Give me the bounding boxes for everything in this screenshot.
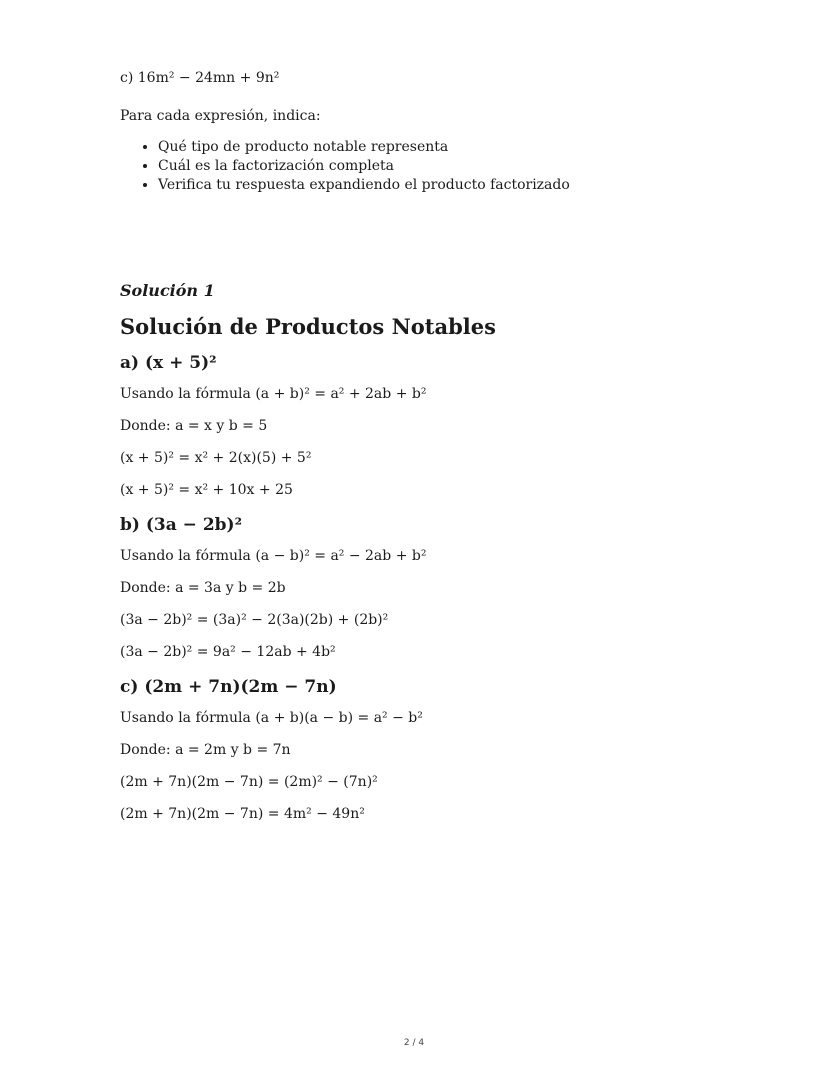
page-content: [120, 60, 720, 825]
section-c-step1: (2m + 7n)(2m − 7n) = (2m)² − (7n)²: [120, 774, 378, 790]
section-c-step2: (2m + 7n)(2m − 7n) = 4m² − 49n²: [120, 806, 365, 822]
section-a-where: Donde: a = x y b = 5: [120, 418, 268, 434]
page-number: 2 / 4: [403, 1038, 425, 1048]
section-b-where: Donde: a = 3a y b = 2b: [120, 580, 286, 596]
solution-title: Solución de Productos Notables: [120, 314, 496, 339]
list-item: • Qué tipo de producto notable representa: [158, 138, 720, 157]
section-b-formula: Usando la fórmula (a − b)² = a² − 2ab + b²: [120, 548, 427, 564]
section-c-where: Donde: a = 2m y b = 7n: [120, 742, 291, 758]
section-b-heading: b) (3a − 2b)²: [120, 515, 243, 535]
instructions-list: [120, 138, 720, 195]
section-b-step1: (3a − 2b)² = (3a)² − 2(3a)(2b) + (2b)²: [120, 612, 389, 628]
solution-label: Solución 1: [120, 281, 215, 300]
section-a-step2: (x + 5)² = x² + 10x + 25: [120, 482, 293, 498]
instructions-text: Para cada expresión, indica:: [120, 108, 321, 124]
exercise-item-c: c) 16m² − 24mn + 9n²: [120, 70, 280, 86]
list-item: • Verifica tu respuesta expandiendo el producto factorizado: [158, 176, 720, 195]
section-b-step2: (3a − 2b)² = 9a² − 12ab + 4b²: [120, 644, 336, 660]
section-c-heading: c) (2m + 7n)(2m − 7n): [120, 677, 337, 697]
section-a-step1: (x + 5)² = x² + 2(x)(5) + 5²: [120, 450, 312, 466]
section-c-formula: Usando la fórmula (a + b)(a − b) = a² − b²: [120, 710, 423, 726]
section-a-heading: a) (x + 5)²: [120, 353, 217, 373]
list-item: • Cuál es la factorización completa: [158, 157, 720, 176]
section-a-formula: Usando la fórmula (a + b)² = a² + 2ab + b²: [120, 386, 427, 402]
